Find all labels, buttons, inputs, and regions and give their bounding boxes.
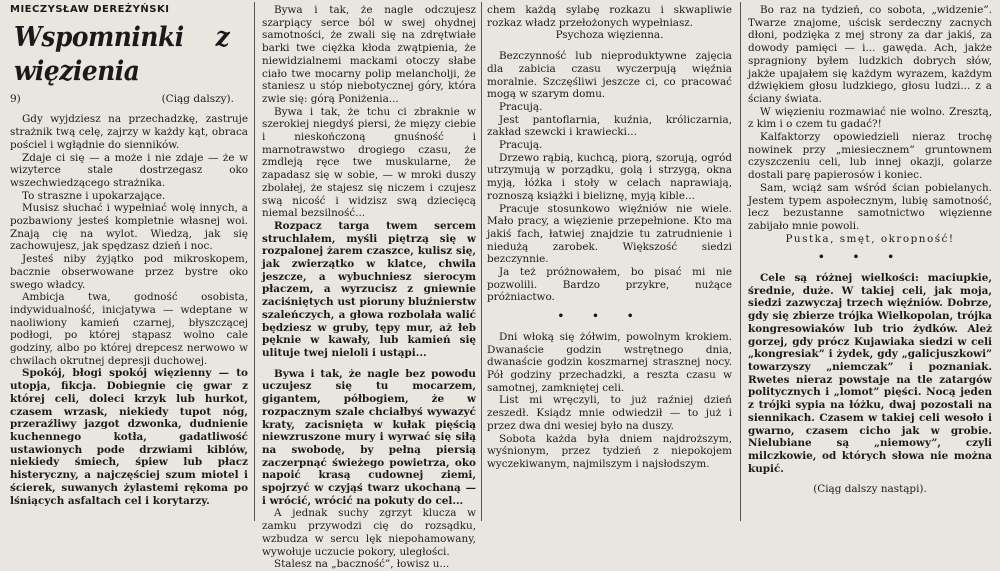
- paragraph: Rozpacz targa twem sercem struchlałem, myśli piętrzą się w rozpalonej żarem czaszce, kulisz się, jak zwierzątko w klatce, chwila jeszcze, a wybuchniesz sierocym płaczem, a wyrzucisz z gniewnie zaciśniętych ust pioruny bluźnierstw szaleńczych, a głowa rozbolała walić będziesz w gruby, tępy mur, aż łeb pęknie w kawały, lub kamień się ulituje twej nieloli i ustąpi...: [262, 219, 476, 359]
- column-2: [262, 4, 476, 571]
- paragraph: Ja też próżnowałem, bo pisać mi nie pozwolili. Bardzo przykre, nużące próżniactwo.: [487, 266, 732, 304]
- section-heading: Psychoza więzienna.: [555, 29, 664, 42]
- paragraph: Bo raz na tydzień, co sobota, „widzenie”. Twarze znajome, uścisk serdeczny zacnych dłoni, podzięka z mej strony za dar jakiś, za dowody pamięci — i... gawęda. Ach, jakże spragniony byłem ludzkich dobrych słów, jakże upajałem się każdym wyrazem, każdym dźwiękiem głosu ludzkiego, głosu ludzi... z a ściany świata.: [748, 4, 992, 105]
- paragraph: chem każdą sylabę rozkazu i skwapliwie rozkaz władz przełożonych wypełniasz.: [487, 4, 732, 29]
- paragraph: A jednak suchy zgrzyt klucza w zamku przywodzi cię do rozsądku, wzbudza w sercu lęk niepohamowany, wywołuje uczucie pokory, uległości.: [262, 507, 476, 558]
- article-title: Wspomninki z więzienia: [14, 21, 230, 87]
- paragraph: Sam, wciąż sam wśród ścian pobielanych. Jestem typem aspołecznym, lubię samotność, lecz bezustanne samotnictwo więzienne zabijało mnie powoli.: [748, 181, 992, 232]
- paragraph: Jesteś niby żyjątko pod mikroskopem, bacznie obserwowane przez bystre oko swego władcy.: [10, 253, 248, 291]
- column-divider: [254, 2, 255, 521]
- paragraph: Pustka, smęt, okropność!: [785, 232, 955, 245]
- paragraph: List mi wręczyli, to już raźniej dzień zeszedł. Ksiądz mnie odwiedził — to już i przez dwa dni wesiej było na duszy.: [487, 394, 732, 432]
- column-3: [487, 4, 732, 520]
- section-separator: •••: [557, 310, 662, 323]
- paragraph: Kalfaktorzy opowiedzieli nieraz trochę nowinek przy „miesiecznem” gruntownem czyszczeniu celi, lub innej okazji, golarze dostali parę papierosów i koniec.: [748, 131, 992, 182]
- continuation-note: (Ciąg dalszy nastąpi).: [813, 483, 927, 496]
- paragraph: Pracuje stosunkowo więźniów nie wiele. Mało pracy, a więzienie przepełnione. Kto ma jakiś fach, łatwiej znajdzie tu zatrudnienie i niedużą zarobek. Większość siedzi bezczynnie.: [487, 202, 732, 266]
- part-number: 9): [10, 92, 21, 105]
- paragraph: Ambicja twa, godność osobista, indywidualność, inicjatywa — wdeptane w naoliwiony kamień czarnej, błyszczącej podłogi, po której stąpasz wolno cale godziny, albo po której drepcesz nerwowo w chwilach okrutnej depresji duchowej.: [10, 291, 248, 367]
- paragraph: W więzieniu rozmawiać nie wolno. Zresztą, z kim i o czem tu gadać?!: [748, 105, 992, 131]
- paragraph: Bywa i tak, że nagle odczujesz szarpiący serce ból w swej ohydnej samotności, że zwali się na zdrętwiałe barki twe ciężka kłoda zwątpienia, że niewidzialnemi mackami otoczy słabe ciało twe mocarny polip melancholji, że staniesz u stóp niebotycznej góry, która zwie się: górą Poniżenia...: [262, 4, 476, 105]
- paragraph: Gdy wyjdziesz na przechadzkę, zastruje strażnik twą celę, zajrzy w każdy kąt, obraca pościel i wgłądnie do sienników.: [10, 113, 248, 151]
- paragraph: Stalesz na „baczność”, łowisz u...: [274, 558, 450, 571]
- column-4: [748, 4, 992, 520]
- column-divider: [481, 2, 482, 521]
- paragraph: Pracują.: [499, 139, 543, 152]
- part-info: [10, 93, 234, 106]
- continued-note: (Ciąg dalszy).: [161, 92, 234, 105]
- paragraph: Cele są różnej wielkości: maciupkie, średnie, duże. W takiej celi, jak moja, siedzi zazwyczaj trzech więźniów. Dobrze, gdy się zbierze trójka Wielkopolan, trójka kongresowiaków lub trio żydków. Ależ gorzej, gdy prócz Kujawiaka siedzi w celi „kongresiak” i żydek, gdy „galicjuszkowi” towarzyszy „niemczak” i poznaniak. Rwetes nieraz powstaje na tle zatargów politycznych i „lomot” pięści. Nocą jeden z trójki sypia na łóżku, dwaj pozostali na siennikach. Czasem w takiej celi wesoło i gwarno, czasem cicho jak w grobie. Nielubiane są „niemowy”, czyli milczkowie, od których słowa nie można kupić.: [748, 272, 992, 475]
- paragraph: Bezczynność lub nieproduktywne zajęcia dla zabicia czasu wyczerpują więźnia moralnie. Szczęśliwi jeszcze ci, co pracować mogą w szarym domu.: [487, 50, 732, 101]
- paragraph: Jest pantoflarnia, kuźnia, króliczarnia, zakład szewcki i krawiecki...: [487, 113, 732, 139]
- paragraph: Musisz słuchać i wypełniać wolę innych, a pozbawiony jesteś kompletnie własnej woi. Znają cię na wylot. Wiedzą, jak się zachowujesz, jak spędzasz dzień i noc.: [10, 202, 248, 253]
- paragraph: Drzewo rąbią, kuchcą, piorą, szorują, ogród utrzymują w porządku, golą i strzygą, okna myją, łóżka i stoły w celach naprawiają, roznoszą książki i bieliznę, myją kible...: [487, 151, 732, 202]
- paragraph: Bywa i tak, że nagle bez powodu uczujesz się tu mocarzem, gigantem, półbogiem, że w rozpacznym szale chciałbyś wywazyć kraty, zacisnięta w kułak pięścią niewzruszone mury i wyrwać się siłą na swobodę, by pełną piersią zaczerpnąć świeżego powietrza, oko napoić krasą cudownej ziemi, spojrzyć w czyjąś twarz ukochaną — i wrócić, wrócić na pokuty do cel...: [262, 367, 476, 507]
- author-name: MIECZYSŁAW DEREŻYŃSKI: [10, 4, 170, 15]
- paragraph: Pracują.: [499, 100, 543, 113]
- paragraph: Spokój, błogi spokój więzienny — to utopja, fikcja. Dobiegnie cię gwar z której celi, doleci krzyk lub hurkot, czasem wrzask, niekiedy tupot nóg, przeraźliwy jazgot dzwonka, dudnienie kuchennego kotła, gadatliwość ustawionych pode drzwiami kiblów, niekiedy śmiech, śpiew lub płacz histeryczny, a najczęściej szum miotel i ścierek, suwanych żylastemi rękoma po lśniących asfaltach cel i korytarzy.: [10, 367, 248, 507]
- paragraph: To straszne i upokarzające.: [22, 189, 166, 202]
- column-divider: [740, 2, 741, 521]
- section-separator: •••: [818, 251, 922, 264]
- paragraph: Sobota każda była dniem najdroższym, wyśnionym, przez tydzień z niepokojem wyczekiwanym, najmilszym i najsłodszym.: [487, 432, 732, 470]
- paragraph: Dni włoką się żółwim, powolnym krokiem. Dwanaście godzin wstrętnego dnia, dwanaście godzin koszmarnej strasznej nocy. Pół godziny przechadzki, a reszta czasu w samotnej, zamkniętej celi.: [487, 330, 732, 394]
- paragraph: Zdaje ci się — a może i nie zdaje — że w wizyterce stale dostrzegasz oko wszechwiedzącego strażnika.: [10, 151, 248, 189]
- column-1: [10, 4, 248, 520]
- paragraph: Bywa i tak, że tchu ci zbraknie w szerokiej niegdyś piersi, że mięzy ciebie i nieskończoną gnuśność i marnotrawstwo drogiego czasu, że zmdleją ręce twe muskularne, że zapadasz się w sobie, — w mroki duszy zbolałej, że stajesz się niczem i czujesz swą nicość i widzisz swą dziecięcą niemal bezsilność...: [262, 105, 476, 220]
